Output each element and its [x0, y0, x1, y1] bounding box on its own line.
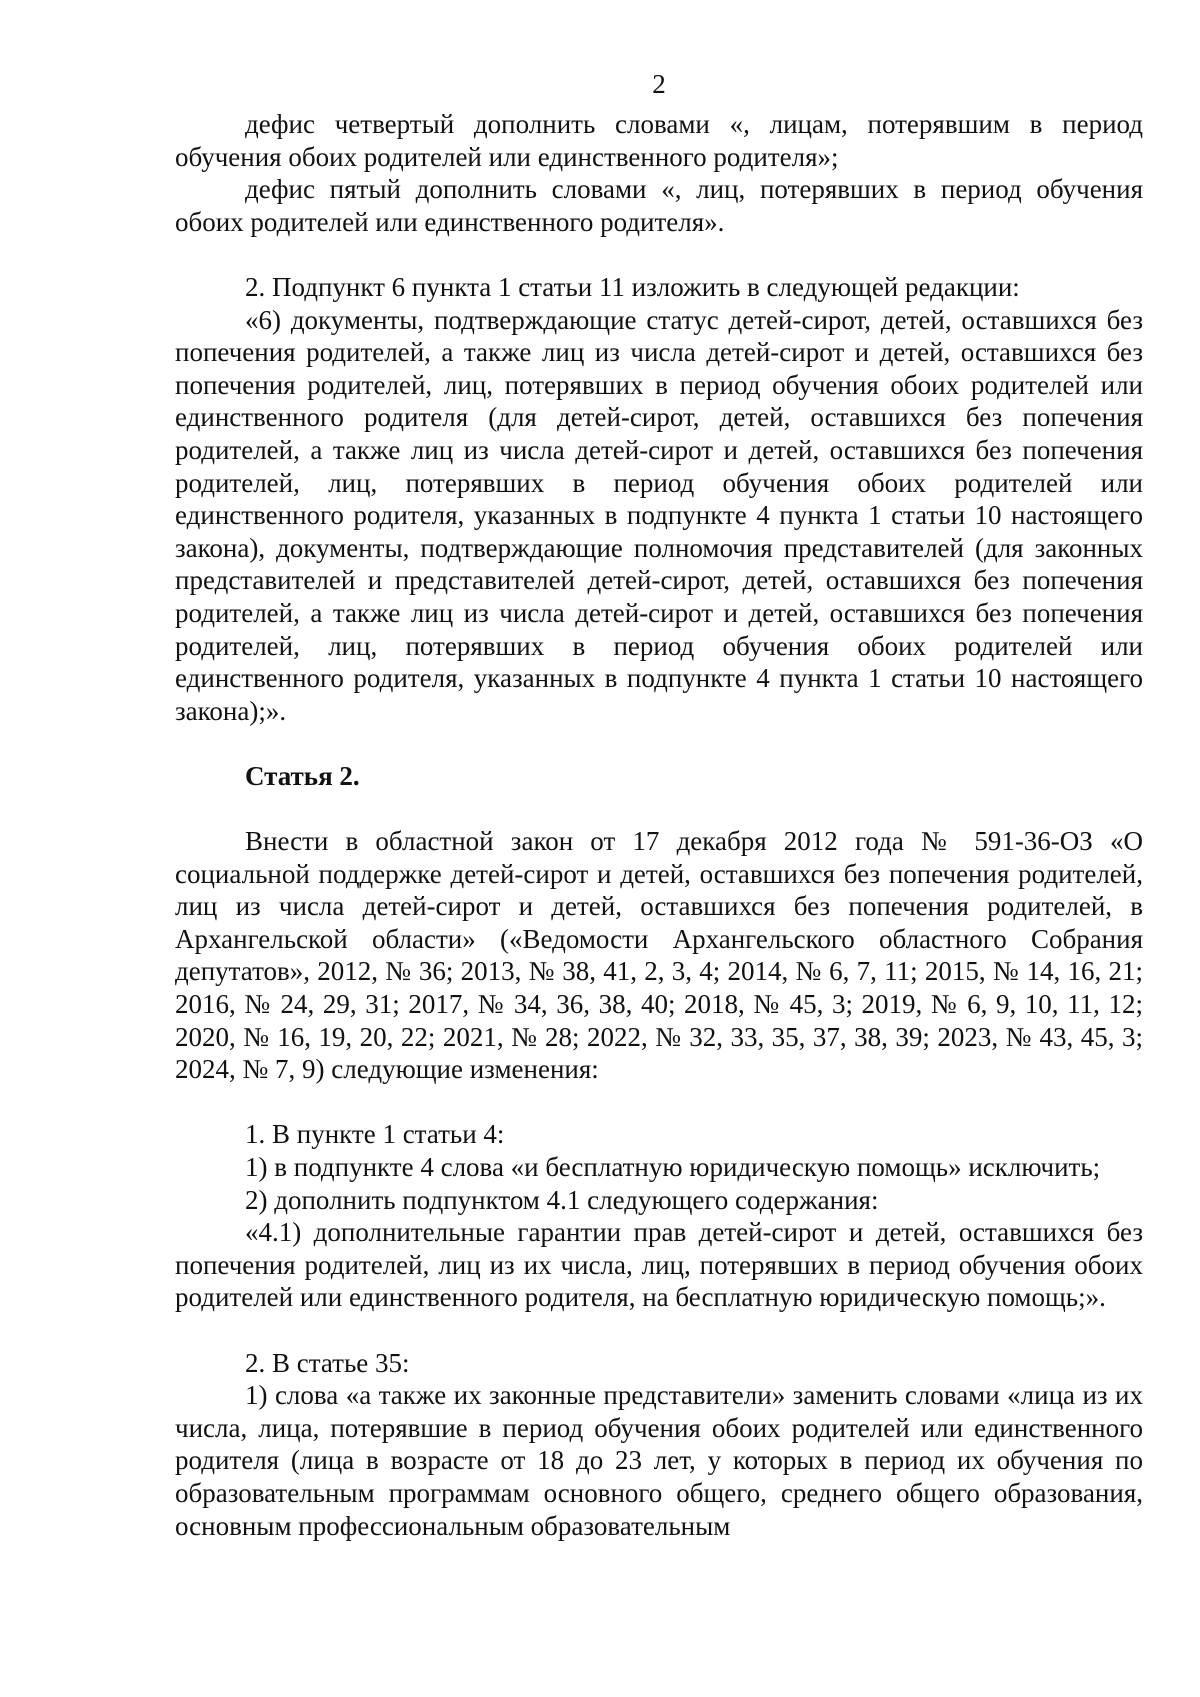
paragraph-item2-sub1: 1) слова «а также их законные представители» заменить словами «лица из их числа, лица, потерявшие в период обучения обоих родителей или единственного родителя (лица в возрасте от 18 до 23 лет, у которых в период их обучения по образовательным программам основного общего, среднего общего образования, основным профессиональным образовательным: [175, 1380, 1143, 1541]
paragraph-item1-sub1: 1) в подпункте 4 слова «и бесплатную юридическую помощь» исключить;: [245, 1152, 1101, 1182]
paragraph-subitem6-text: «6) документы, подтверждающие статус детей-сирот, детей, оставшихся без попечения родителей, а также лиц из числа детей-сирот и детей, оставшихся без попечения родителей, лиц, потерявших в период обучения обоих родителей или единственного родителя (для детей-сирот, детей, оставшихся без попечения родителей, а также лиц из числа детей-сирот и детей, оставшихся без попечения родителей, лиц, потерявших в период обучения обоих родителей или единственного родителя, указанных в подпункте 4 пункта 1 статьи 10 настоящего закона), документы, подтверждающие полномочия представителей (для законных представителей и представителей детей-сирот, детей, оставшихся без попечения родителей, а также лиц из числа детей-сирот и детей, оставшихся без попечения родителей, лиц, потерявших в период обучения обоих родителей или единственного родителя, указанных в подпункте 4 пункта 1 статьи 10 настоящего закона);».: [175, 304, 1143, 726]
paragraph-hyphen-four: дефис четвертый дополнить словами «, лицам, потерявшим в период обучения обоих родителей или единственного родителя»;: [175, 109, 1143, 172]
spacer: [175, 1086, 1143, 1119]
paragraph-item2-article35: 2. В статье 35:: [245, 1347, 410, 1378]
spacer: [175, 792, 1143, 825]
spacer: [175, 727, 1143, 760]
article-2-intro: Внести в областной закон от 17 декабря 2012 года № 591-36-ОЗ «О социальной поддержке детей-сирот и детей, оставшихся без попечения родителей, лиц из числа детей-сирот и детей, оставшихся без попечения родителей, в Архангельской области» («Ведомости Архангельского областного Собрания депутатов», 2012, № 36; 2013, № 38, 41, 2, 3, 4; 2014, № 6, 7, 11; 2015, № 14, 16, 21; 2016, № 24, 29, 31; 2017, № 34, 36, 38, 40; 2018, № 45, 3; 2019, № 6, 9, 10, 11, 12; 2020, № 16, 19, 20, 22; 2021, № 28; 2022, № 32, 33, 35, 37, 38, 39; 2023, № 43, 45, 3; 2024, № 7, 9) следующие изменения:: [175, 826, 1143, 1085]
paragraph-item1-sub41: «4.1) дополнительные гарантии прав детей-сирот и детей, оставшихся без попечения родителей, лиц из их числа, лиц, потерявших в период обучения обоих родителей или единственного родителя, на бесплатную юридическую помощь;».: [175, 1217, 1143, 1313]
document-page: [175, 68, 1143, 1542]
spacer: [175, 1314, 1143, 1347]
paragraph-item1-heading: 1. В пункте 1 статьи 4:: [245, 1119, 505, 1150]
paragraph-hyphen-five: дефис пятый дополнить словами «, лиц, потерявших в период обучения обоих родителей или единственного родителя».: [175, 174, 1143, 237]
spacer: [175, 238, 1143, 271]
paragraph-item1-sub2: 2) дополнить подпунктом 4.1 следующего содержания:: [245, 1184, 879, 1215]
page-number: 2: [652, 69, 666, 99]
paragraph-item2-heading: 2. Подпункт 6 пункта 1 статьи 11 изложить в следующей редакции:: [245, 271, 1020, 302]
article-2-heading: Статья 2.: [245, 760, 360, 791]
